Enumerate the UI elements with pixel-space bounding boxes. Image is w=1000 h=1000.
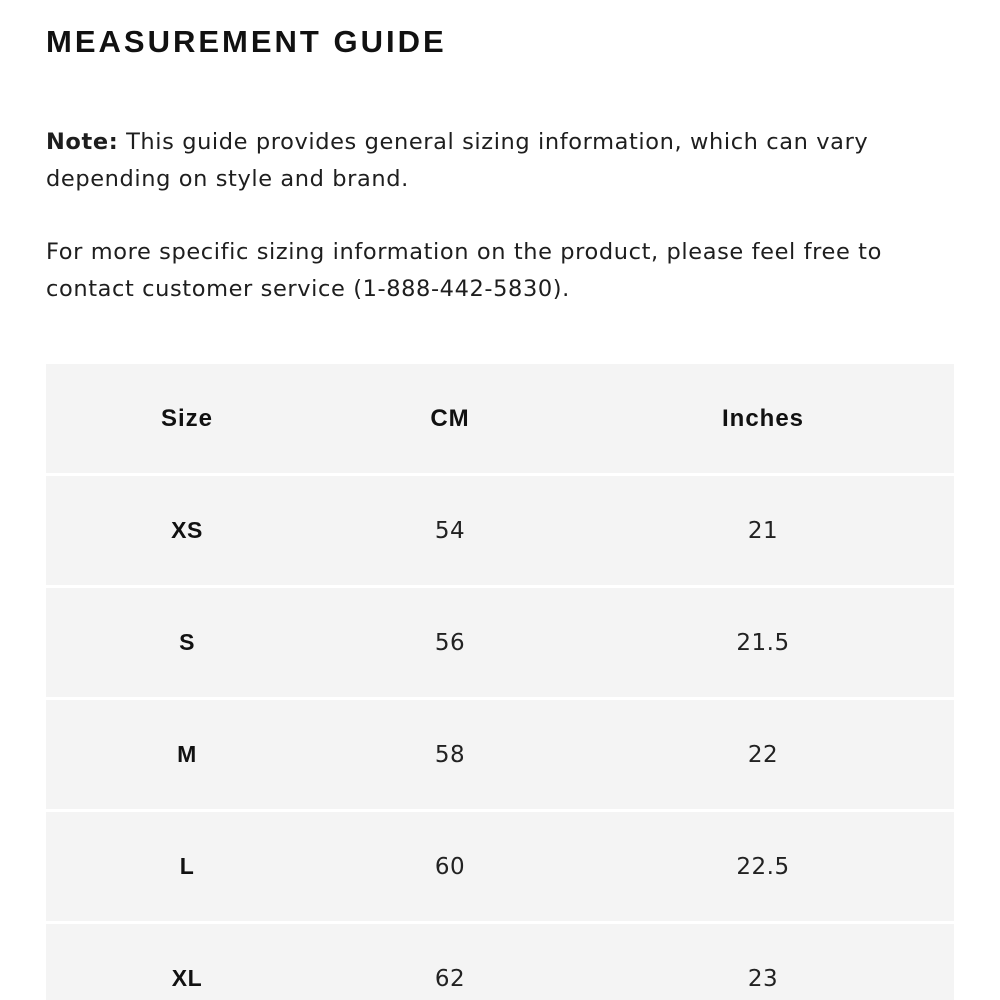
inches-cell: 23 [572,924,954,1000]
size-cell: XL [46,924,328,1000]
table-row [46,700,954,812]
table-row [46,924,954,1000]
column-header-inches: Inches [572,364,954,476]
cm-cell: 56 [328,588,572,700]
size-cell: S [46,588,328,700]
contact-info: For more specific sizing information on the product, please feel free to contact customer service (1-888-442-5830). [46,239,882,302]
column-header-cm: CM [328,364,572,476]
note-label: Note: [46,129,119,155]
cm-cell: 54 [328,476,572,588]
inches-cell: 21.5 [572,588,954,700]
inches-cell: 21 [572,476,954,588]
cm-cell: 58 [328,700,572,812]
inches-cell: 22.5 [572,812,954,924]
size-cell: XS [46,476,328,588]
cm-cell: 62 [328,924,572,1000]
sizing-note [46,124,958,198]
table-row [46,812,954,924]
column-header-size: Size [46,364,328,476]
cm-cell: 60 [328,812,572,924]
size-table [46,364,954,1000]
table-row [46,476,954,588]
table-header-row [46,364,954,476]
page-title: MEASUREMENT GUIDE [46,24,447,59]
table-row [46,588,954,700]
inches-cell: 22 [572,700,954,812]
note-text: This guide provides general sizing information, which can vary depending on style and brand. [46,129,869,192]
size-cell: M [46,700,328,812]
size-cell: L [46,812,328,924]
